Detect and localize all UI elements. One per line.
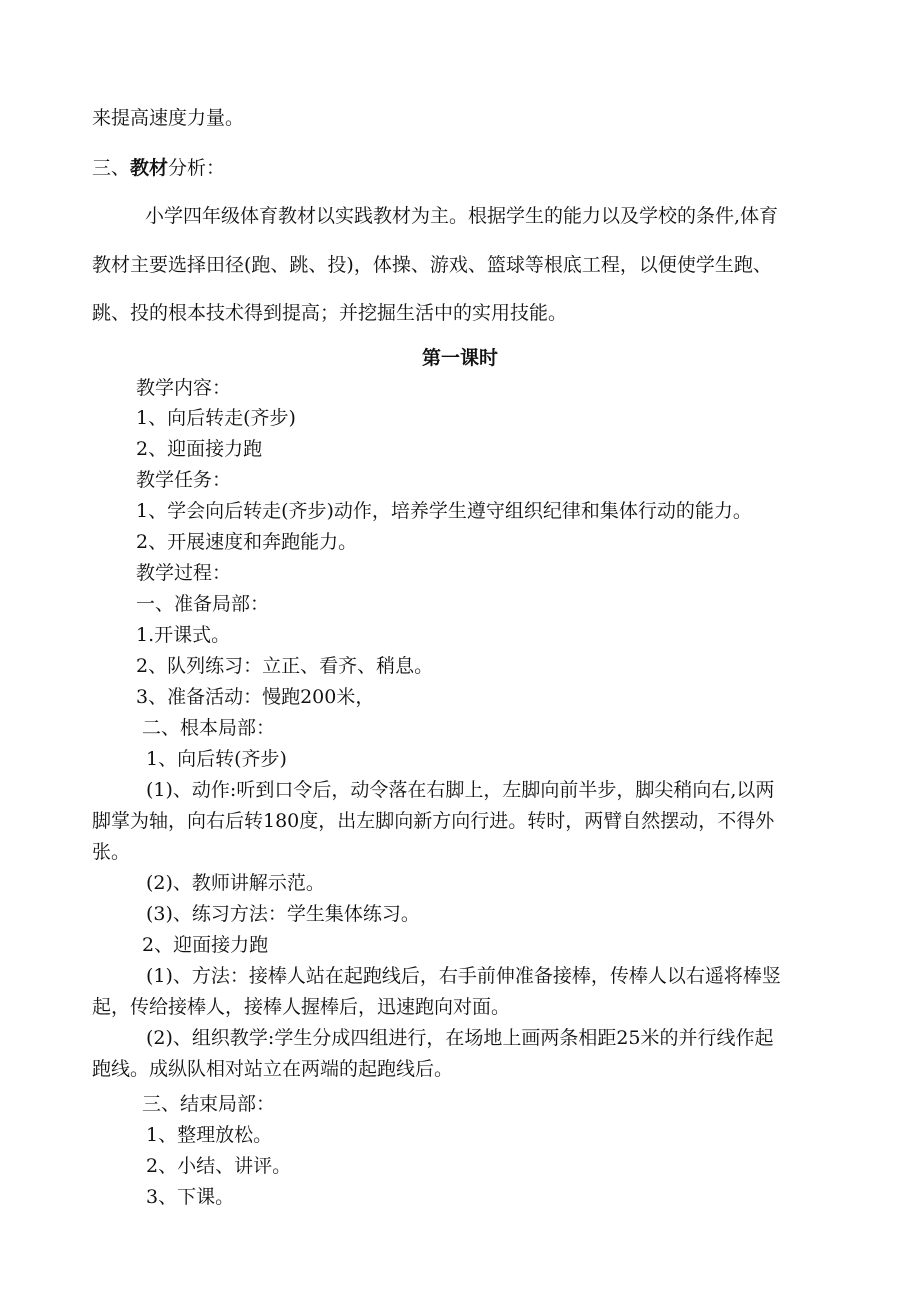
organize-step-line-2: 跑线。成纵队相对站立在两端的起跑线后。 — [92, 1058, 454, 1080]
organize-step-line-1: (2)、组织教学:学生分成四组进行，在场地上画两条相距25米的并行线作起 — [146, 1027, 774, 1049]
section3-title-bold: 教材 — [130, 157, 169, 179]
task-item-2: 2、开展速度和奔跑能力。 — [136, 531, 358, 553]
section3-paragraph-line-1: 小学四年级体育教材以实践教材为主。根据学生的能力以及学校的条件,体育 — [145, 205, 779, 227]
action-step-line-3: 张。 — [92, 841, 131, 863]
part-2-heading: 二、根本局部： — [142, 717, 276, 739]
section3-heading — [92, 156, 225, 180]
method-step-line-1: (1)、方法：接棒人站在起跑线后，右手前伸准备接棒，传棒人以右遥将棒竖 — [146, 965, 781, 987]
section3-title-rest: 分析： — [168, 157, 226, 179]
part-3-item-1: 1、整理放松。 — [146, 1124, 273, 1146]
content-item-2: 2、迎面接力跑 — [136, 438, 263, 460]
part-2-item-1: 1、向后转(齐步) — [146, 748, 287, 770]
method-step-line-2: 起，传给接棒人，接棒人握棒后，迅速跑向对面。 — [92, 996, 511, 1018]
part-3-item-3: 3、下课。 — [146, 1186, 235, 1208]
part-2-item-2: 2、迎面接力跑 — [142, 934, 269, 956]
part-1-item-3: 3、准备活动：慢跑200米， — [136, 686, 375, 708]
teaching-task-label: 教学任务： — [136, 469, 232, 491]
task-item-1: 1、学会向后转走(齐步)动作，培养学生遵守组织纪律和集体行动的能力。 — [136, 500, 752, 522]
action-step-line-1: (1)、动作:听到口令后，动令落在右脚上，左脚向前半步，脚尖稍向右,以两 — [146, 779, 775, 801]
part-1-item-1: 1.开课式。 — [136, 624, 231, 646]
teaching-process-label: 教学过程： — [136, 562, 232, 584]
demo-step: (2)、教师讲解示范。 — [146, 872, 325, 894]
action-step-line-2: 脚掌为轴，向右后转180度，出左脚向新方向行进。转时，两臂自然摆动，不得外 — [92, 810, 775, 832]
teaching-content-label: 教学内容： — [136, 377, 232, 399]
section3-number: 三、 — [92, 157, 131, 179]
section3-paragraph-line-3: 跳、投的根本技术得到提高；并挖掘生活中的实用技能。 — [92, 302, 568, 324]
lesson-title: 第一课时 — [421, 347, 498, 369]
part-1-heading: 一、准备局部： — [136, 593, 270, 615]
intro-tail-line: 来提高速度力量。 — [92, 107, 245, 129]
content-item-1: 1、向后转走(齐步) — [136, 407, 296, 429]
part-3-item-2: 2、小结、讲评。 — [146, 1155, 292, 1177]
practice-step: (3)、练习方法：学生集体练习。 — [146, 903, 420, 925]
part-1-item-2: 2、队列练习：立正、看齐、稍息。 — [136, 655, 434, 677]
part-3-heading: 三、结束局部： — [142, 1093, 276, 1115]
section3-paragraph-line-2: 教材主要选择田径(跑、跳、投)，体操、游戏、篮球等根底工程，以便使学生跑、 — [92, 254, 772, 276]
